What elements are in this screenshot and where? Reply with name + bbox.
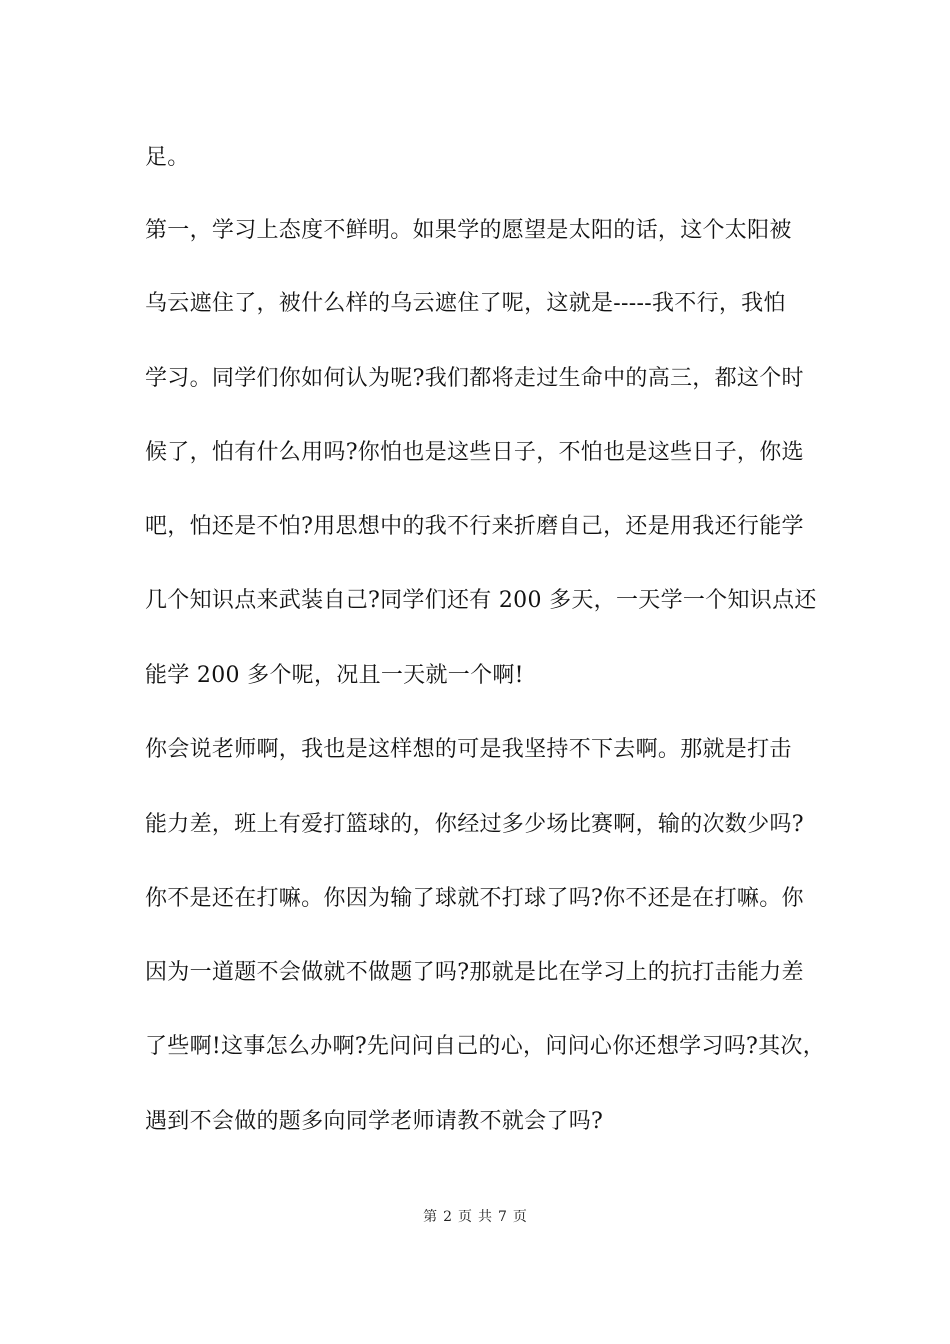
text-line: 吧，怕还是不怕?用思想中的我不行来折磨自己，还是用我还行能学 xyxy=(145,514,804,539)
text-line: 因为一道题不会做就不做题了吗?那就是比在学习上的抗打击能力差 xyxy=(145,960,804,985)
footer-current-page: 2 xyxy=(443,1209,452,1225)
footer-suffix: 页 xyxy=(512,1209,527,1225)
text-line: 足。 xyxy=(145,145,190,170)
text-line: 学习。同学们你如何认为呢?我们都将走过生命中的高三，都这个时 xyxy=(145,366,804,391)
footer-total-pages: 7 xyxy=(498,1209,507,1225)
page-footer xyxy=(0,1208,950,1226)
text-line: 几个知识点来武装自己?同学们还有 200 多天，一天学一个知识点还 xyxy=(145,588,817,613)
text-line: 你不是还在打嘛。你因为输了球就不打球了吗?你不还是在打嘛。你 xyxy=(145,886,804,911)
footer-total-word: 共 xyxy=(478,1209,492,1225)
text-line: 了些啊!这事怎么办啊?先问问自己的心，问问心你还想学习吗?其次， xyxy=(145,1034,826,1059)
text-line: 乌云遮住了，被什么样的乌云遮住了呢，这就是-----我不行，我怕 xyxy=(145,291,786,316)
text-line: 第一，学习上态度不鲜明。如果学的愿望是太阳的话，这个太阳被 xyxy=(145,218,792,243)
text-line: 能学 200 多个呢，况且一天就一个啊! xyxy=(145,663,524,688)
text-line: 你会说老师啊，我也是这样想的可是我坚持不下去啊。那就是打击 xyxy=(145,737,792,762)
text-line: 遇到不会做的题多向同学老师请教不就会了吗? xyxy=(145,1109,604,1134)
footer-prefix: 第 xyxy=(423,1209,438,1225)
footer-page-word: 页 xyxy=(458,1209,472,1225)
text-line: 候了，怕有什么用吗?你怕也是这些日子，不怕也是这些日子，你选 xyxy=(145,440,804,465)
text-line: 能力差，班上有爱打篮球的，你经过多少场比赛啊，输的次数少吗? xyxy=(145,812,804,837)
